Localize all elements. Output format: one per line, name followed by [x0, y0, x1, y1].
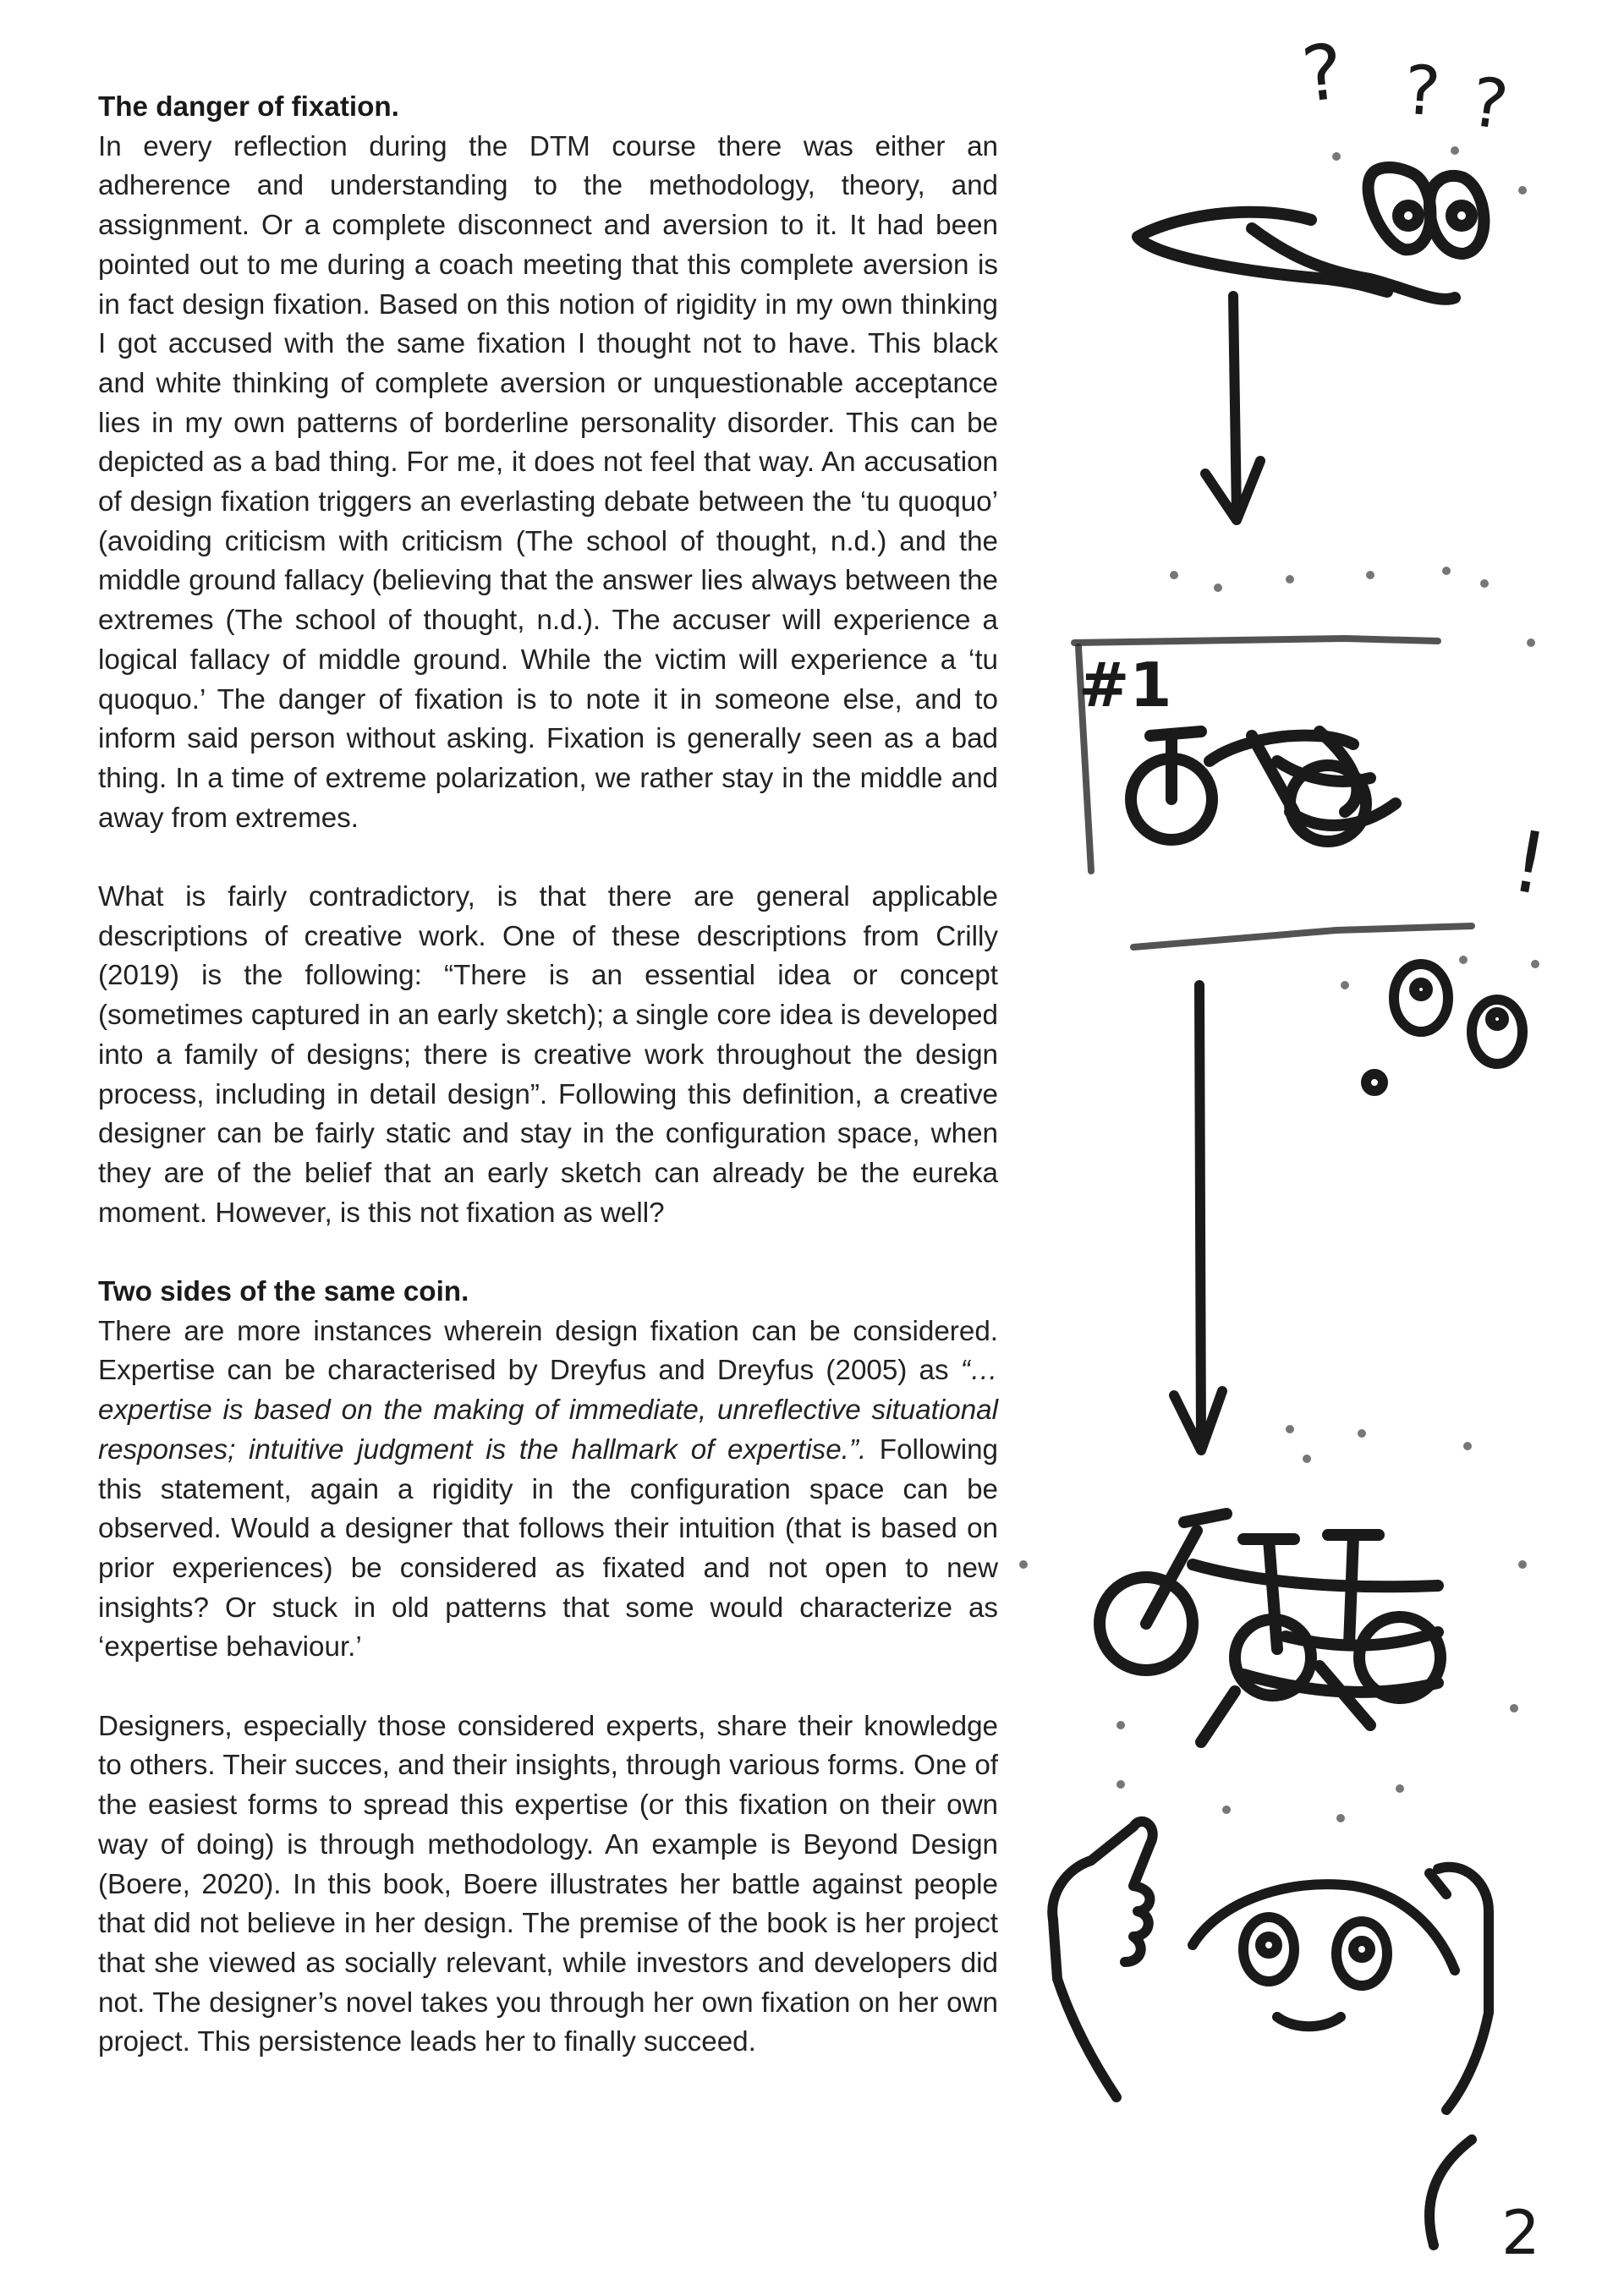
sketch-dot	[1518, 186, 1527, 195]
paragraph-fixation-reflection: In every reflection during the DTM course there was either an adherence and understanding to the methodology, theory, and assignment. Or a complete disconnect and aversion to it. It had been pointed out to me during a coach meeting that this complete aversion is in fact design fixation. Based on this notion of rigidity in my own thinking I got accused with the same fixation I thought not to have. This black and white thinking of complete aversion or unquestionable acceptance lies in my own patterns of borderline personality disorder. This can be depicted as a bad thing. For me, it does not feel that way. An accusation of design fixation triggers an everlasting debate between the ‘tu quoquo’ (avoiding criticism with criticism (The school of thought, n.d.) and the middle ground fallacy (believing that the answer lies always between the extremes (The school of thought, n.d.). The accuser will experience a logical fallacy of middle ground. While the victim will experience a ‘tu quoquo.’ The danger of fixation is to note it in someone else, and to inform said person without asking. Fixation is generally seen as a bad thing. In a time of extreme polarization, we rather stay in the middle and away from extremes.	[98, 130, 998, 834]
paragraph-expertise	[98, 1312, 998, 1668]
question-mark-1: ?	[1298, 27, 1347, 120]
sketch-dot	[1286, 575, 1294, 584]
page-corner-curl	[1429, 2140, 1472, 2245]
bicycle-icon	[1131, 732, 1396, 841]
sketch-dot	[1336, 1814, 1345, 1822]
paragraph-creative-work-definition: What is fairly contradictory, is that there are general applicable descriptions of creative work. One of these descriptions from Crilly (2019) is the following: “There is an essential idea or concept (sometimes captured in an early sketch); a single core idea is developed into a family of designs; there is creative work throughout the design process, including in detail design”. Following this definition, a creative designer can be fairly static and stay in the configuration space, when they are of the belief that an early sketch can already be the eureka moment. However, is this not fixation as well?	[98, 881, 998, 1229]
sketch-dot	[1116, 1780, 1125, 1789]
sketch-dot	[1303, 1455, 1311, 1463]
thumbs-up-character-icon	[1052, 1822, 1489, 2110]
surprised-eyes-icon	[1366, 964, 1522, 1091]
question-mark-2: ?	[1401, 50, 1443, 132]
sketch-dot	[1442, 567, 1451, 575]
question-mark-3: ?	[1466, 62, 1513, 145]
tandem-bicycle-icon	[1100, 1514, 1440, 1742]
exclamation-mark: !	[1504, 811, 1555, 915]
section-heading-danger-of-fixation: The danger of fixation.	[98, 91, 399, 123]
sketch-dot	[1531, 960, 1539, 968]
sketch-dot	[1286, 1425, 1294, 1433]
sketch-dot	[1214, 584, 1222, 592]
down-arrow-icon	[1205, 296, 1260, 520]
sketch-dot	[1463, 1442, 1472, 1450]
sketch-dot	[1222, 1806, 1231, 1814]
sketch-dot	[1510, 1704, 1518, 1712]
sketch-dot	[1366, 571, 1374, 579]
sketch-dot	[1019, 1560, 1028, 1569]
frame-label: #1	[1078, 649, 1172, 721]
page-number: 2	[1501, 2197, 1540, 2268]
sketch-dot	[1116, 1721, 1125, 1729]
sketch-illustrations	[1007, 0, 1624, 2296]
sketch-dot	[1527, 638, 1535, 647]
sketch-dot	[1518, 1560, 1527, 1569]
down-arrow-icon	[1174, 985, 1222, 1450]
sketch-dot	[1396, 1784, 1404, 1793]
sketch-dot	[1451, 146, 1459, 155]
expertise-text-start: There are more instances wherein design fixation can be considered. Expertise can be characterised by Dreyfus and Dreyfus (2005) as	[98, 1315, 998, 1387]
sketch-dot	[1358, 1429, 1366, 1438]
sketch-dot	[1170, 571, 1178, 579]
confused-face-icon	[1138, 167, 1484, 299]
sketch-dot	[1480, 579, 1489, 588]
sketch-dot	[1332, 152, 1341, 161]
expertise-text-end: Following this statement, again a rigidity in the configuration space can be observed. Would a designer that follows their intuition (that is based on prior experiences) be considered as fixated and not open to new insights? Or stuck in old patterns that some would characterize as ‘expertise behaviour.’	[98, 1433, 998, 1663]
sketch-dot	[1459, 956, 1468, 964]
section-heading-two-sides-coin: Two sides of the same coin.	[98, 1276, 469, 1308]
text-column	[98, 88, 998, 2102]
dreyfus-quote: “… expertise is based on the making of immediate, unreflective situational responses; intuitive judgment is the hallmark of expertise.”.	[98, 1355, 998, 1466]
paragraph-beyond-design: Designers, especially those considered experts, share their knowledge to others. Their succes, and their insights, through various forms. One of the easiest forms to spread this expertise (or this fixation on their own way of doing) is through methodology. An example is Beyond Design (Boere, 2020). In this book, Boere illustrates her battle against people that did not believe in her design. The premise of the book is her project that she viewed as socially relevant, while investors and developers did not. The designer’s novel takes you through her own fixation on her own project. This persistence leads her to finally succeed.	[98, 1710, 998, 2058]
sketch-dot	[1341, 981, 1349, 989]
